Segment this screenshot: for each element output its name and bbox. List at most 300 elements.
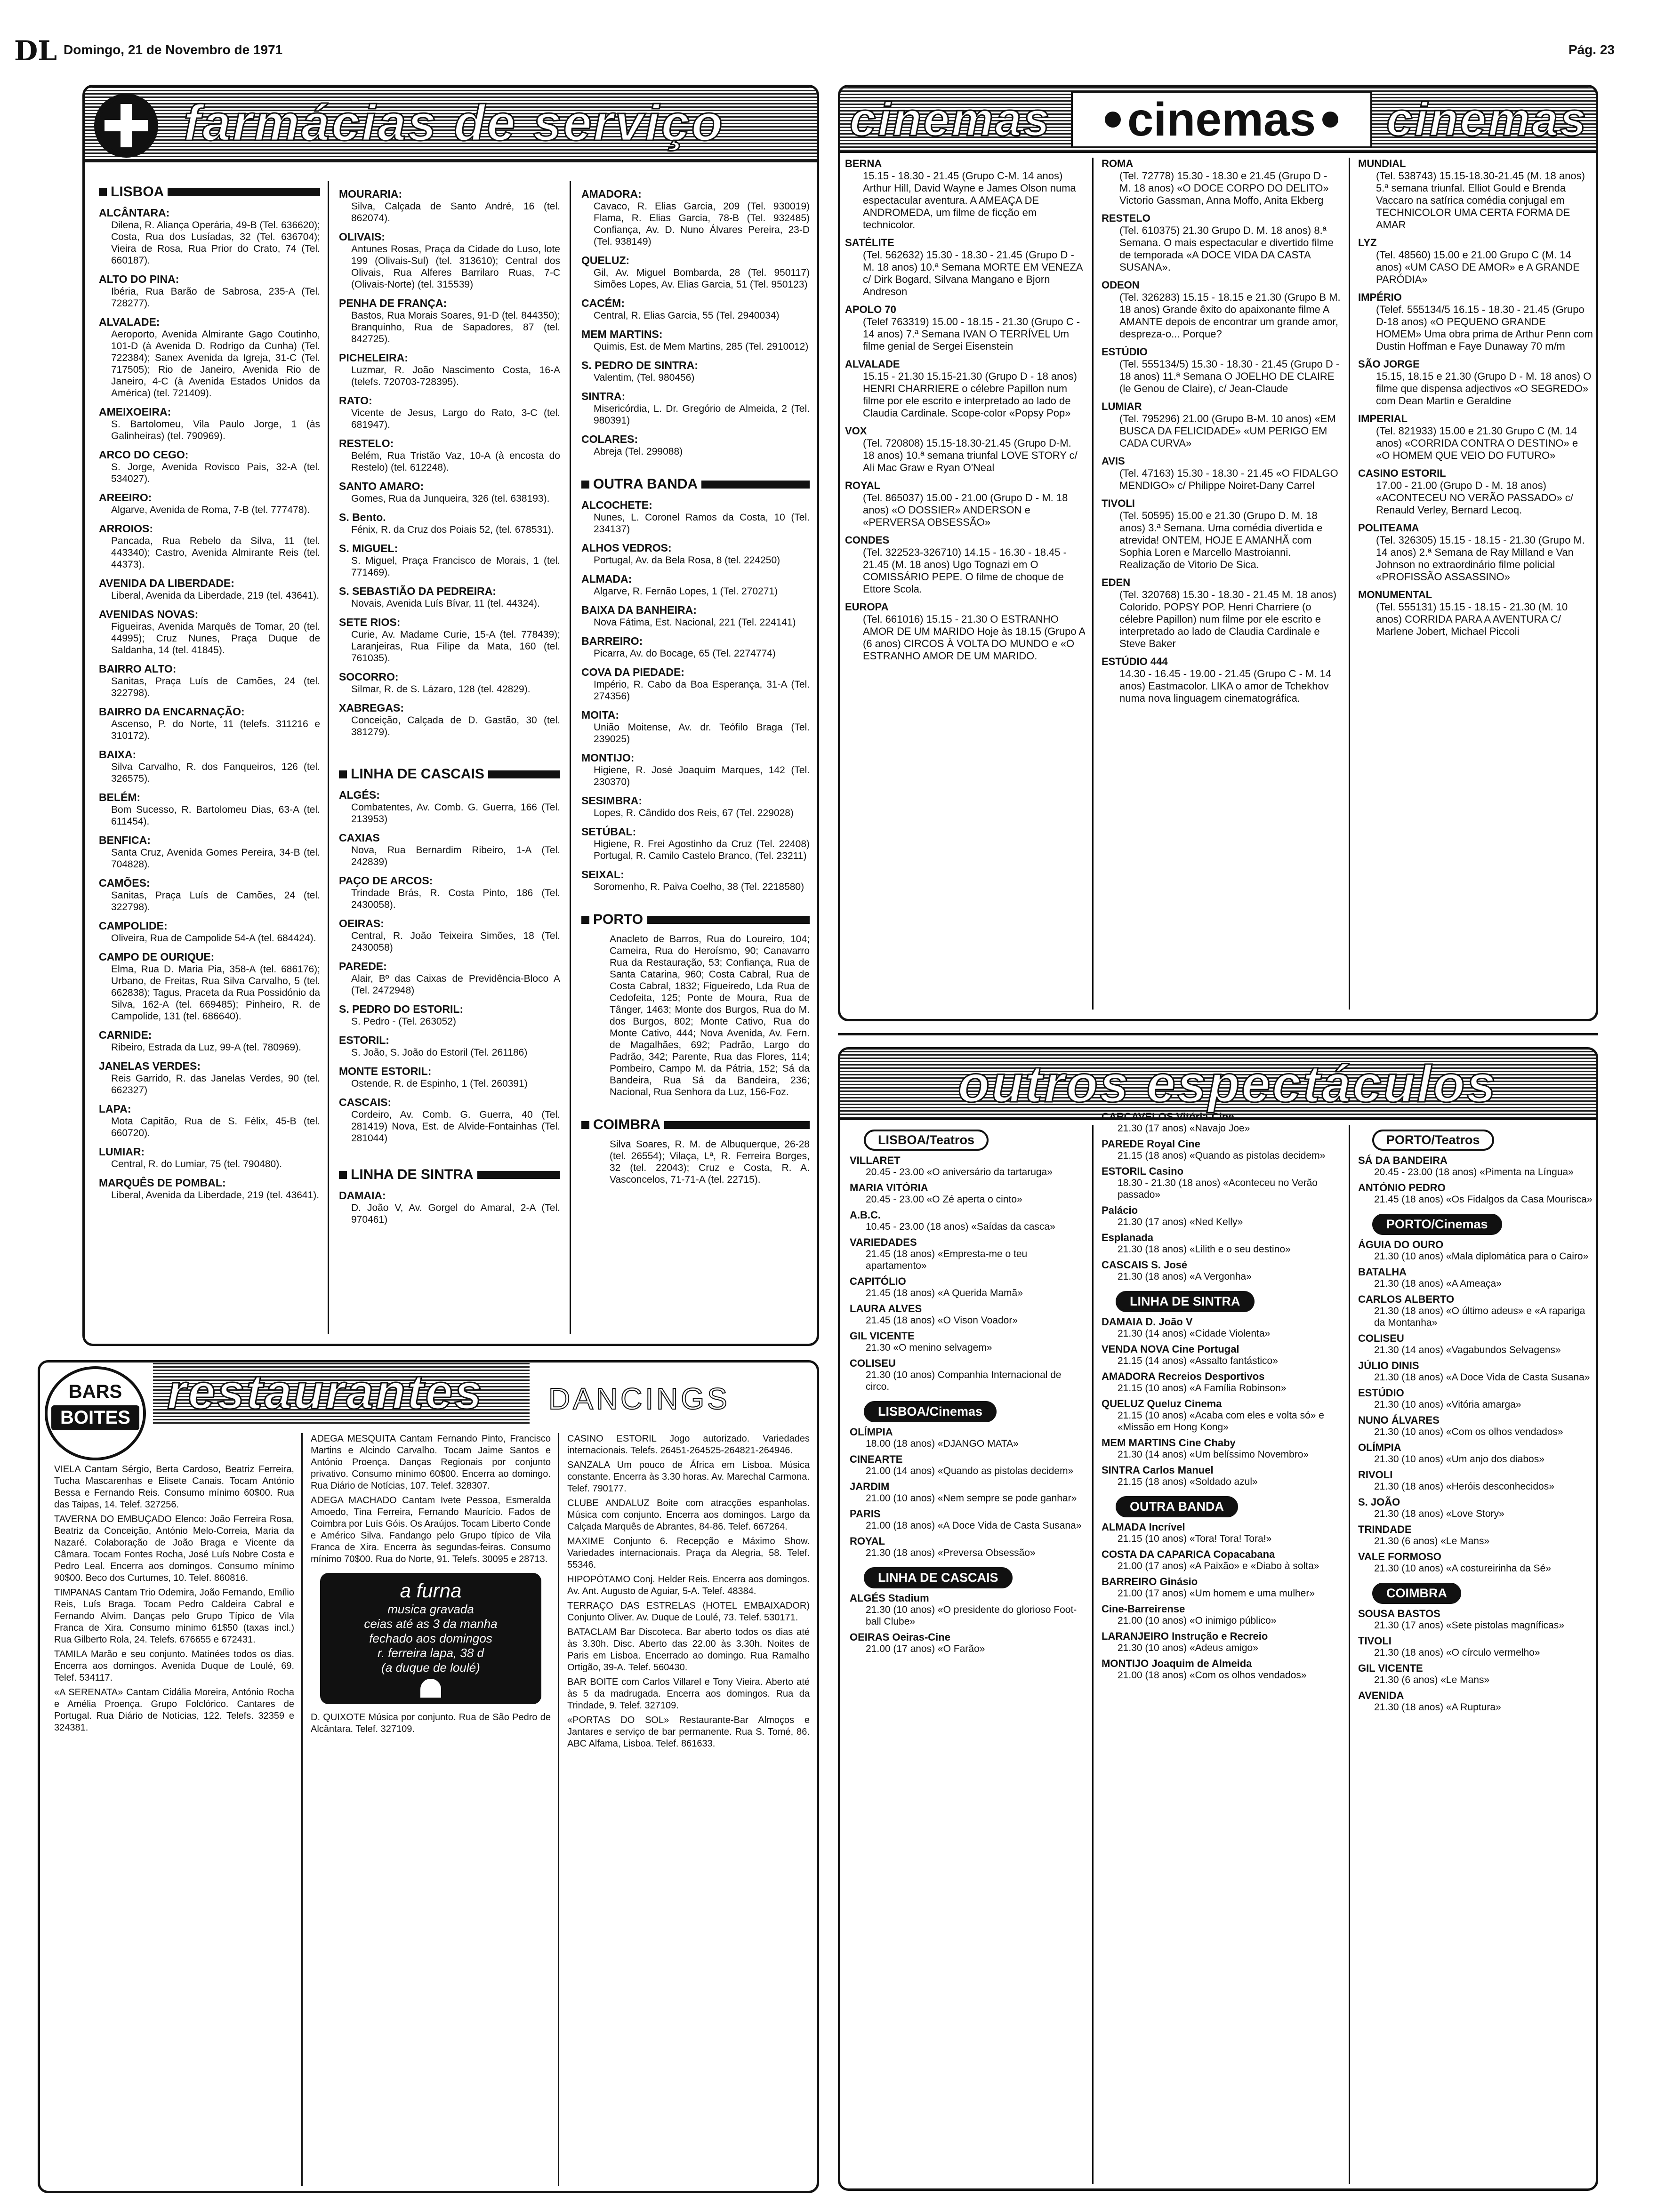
show-listing[interactable]	[1102, 1521, 1342, 1545]
restaurant-listing[interactable]: TAMILA Marão e seu conjunto. Matinées todos os dias. Encerra aos domingos. Avenida Duque de Loulé, 69. Telef. 534117.	[54, 1649, 294, 1683]
area-name: ALMADA:	[581, 573, 632, 585]
pharmacy-area	[339, 1065, 560, 1090]
show-listing[interactable]	[1358, 1182, 1593, 1205]
show-details: 21.30 (14 anos) «Vagabundos Selvagens»	[1374, 1345, 1561, 1355]
cinema-listing[interactable]	[1102, 401, 1342, 449]
show-listing[interactable]	[1102, 1370, 1342, 1394]
cinemas-title-left: cinemas	[850, 93, 1052, 146]
show-listing[interactable]	[850, 1303, 1085, 1326]
pharmacy-area	[99, 705, 320, 742]
venue-name: BATALHA	[1358, 1266, 1407, 1278]
venue-name: VARIEDADES	[850, 1236, 917, 1248]
show-listing[interactable]	[1358, 1360, 1593, 1383]
pharmacy-entry: Silva Carvalho, R. dos Fanqueiros, 126 (tel. 326575).	[111, 761, 320, 784]
area-name: ALTO DO PINA:	[99, 273, 179, 285]
furna-line: ceias até as 3 da manha	[364, 1617, 498, 1631]
pharmacy-area	[99, 406, 320, 442]
cinema-listing[interactable]	[845, 425, 1085, 474]
venue-name: LARANJEIRO Instrução e Recreio	[1102, 1630, 1268, 1642]
pharmacy-entry: Combatentes, Av. Comb. G. Guerra, 166 (Tel. 213953)	[351, 802, 560, 825]
restaurant-listing[interactable]: BAR BOITE com Carlos Villarel e Tony Vieira. Aberto até às 5 da madrugada. Encerra aos domingos. Rua da Trindade, 9. Telef. 327109.	[567, 1677, 810, 1711]
bullet-icon	[1322, 112, 1338, 128]
show-listing[interactable]	[1358, 1332, 1593, 1356]
show-listing[interactable]	[1358, 1266, 1593, 1290]
furna-line: r. ferreira lapa, 38 d	[378, 1646, 484, 1660]
show-details: 21.30 (10 anos) «Vitória amarga»	[1374, 1399, 1521, 1410]
show-listing[interactable]	[1358, 1293, 1593, 1329]
cinema-listing[interactable]	[845, 158, 1085, 231]
show-listing[interactable]	[850, 1330, 1085, 1354]
area-name: AMEIXOEIRA:	[99, 406, 171, 418]
restaurant-listing[interactable]: D. QUIXOTE Música por conjunto. Rua de São Pedro de Alcântara. Telef. 327109.	[311, 1712, 551, 1734]
pharmacy-area	[99, 522, 320, 570]
area-name: MOURARIA:	[339, 188, 402, 200]
restaurant-listing[interactable]: BATACLAM Bar Discoteca. Bar aberto todos os dias até às 3.30h. Disc. Aberto das 22.00 às 3.30h. Noites de Paris em Lisboa. Encerrado ao domingo. Rua Ramalho Ortigão, 39-A. Telef. 560430.	[567, 1627, 810, 1673]
cinema-listing[interactable]	[1102, 455, 1342, 492]
area-name: BELÉM:	[99, 791, 141, 803]
cinema-details: (Tel. 72778) 15.30 - 18.30 e 21.45 (Grupo D - M. 18 anos) «O DOCE CORPO DO DELITO» Victorio Gassman, Anna Moffo, Anita Ekberg	[1119, 170, 1329, 206]
section-pill: LISBOA/Cinemas	[864, 1401, 997, 1422]
pharmacy-area	[99, 207, 320, 266]
cinema-name: ROYAL	[845, 480, 880, 491]
restaurant-listing[interactable]: ADEGA MACHADO Cantam Ivete Pessoa, Esmeralda Amoedo, Tina Ferreira, Fernando Maurício. Fados de Coimbra por Luís Góis. Os Araújos. Tocam Liberto Conde e Américo Silva. Fandango pelo Grupo típico de Vila Franca de Xira. Encerra às segundas-feiras. Consumo mínimo 70$00. Rua do Norte, 91. Telefs. 30095 e 28713.	[311, 1495, 551, 1564]
pharmacy-entry: Cordeiro, Av. Comb. G. Guerra, 40 (Tel. 281419) Nova, Est. de Alvide-Fontainhas (Tel. 281044)	[351, 1109, 560, 1144]
venue-name: PAREDE Royal Cine	[1102, 1138, 1200, 1150]
cinema-name: CASINO ESTORIL	[1358, 467, 1446, 479]
pharmacies-panel	[82, 85, 819, 1346]
cinema-details: 14.30 - 16.45 - 19.00 - 21.45 (Grupo C - M. 14 anos) Eastmacolor. LIKA o amor de Tchekhov numa nova linguagem cinematográfica.	[1119, 668, 1332, 704]
pharmacy-entry: Sanitas, Praça Luís de Camões, 24 (tel. 322798).	[111, 676, 320, 698]
pharmacy-area	[339, 832, 560, 868]
pharmacy-entry: Dilena, R. Aliança Operária, 49-B (Tel. 636620); Costa, Rua dos Lusíadas, 32 (Tel. 636704); Vieira de Rosa, Rua Prior do Crato, 74 (Tel. 660187).	[111, 220, 320, 266]
venue-name: TRINDADE	[1358, 1523, 1412, 1535]
area-name: ESTORIL:	[339, 1034, 389, 1046]
furna-line: (a duque de loulé)	[381, 1660, 480, 1675]
cinemas-col-3	[1358, 158, 1593, 1014]
restaurant-listing[interactable]: CLUBE ANDALUZ Boite com atracções espanholas. Música com conjunto. Encerra aos domingos. Largo da Calçada Marquês de Abrantes, 84-86. Telef. 667264.	[567, 1498, 810, 1532]
show-details: 21.00 (17 anos) «A Paixão» e «Diabo à solta»	[1118, 1561, 1319, 1571]
cinema-listing[interactable]	[1102, 497, 1342, 571]
pharmacy-entry: Luzmar, R. João Nascimento Costa, 16-A (telefs. 720703-728395).	[351, 365, 560, 387]
area-name: ARROIOS:	[99, 522, 153, 535]
venue-name: CARLOS ALBERTO	[1358, 1293, 1455, 1305]
cinema-name: TIVOLI	[1102, 497, 1135, 509]
show-listing[interactable]	[850, 1182, 1085, 1205]
issue-date: Domingo, 21 de Novembro de 1971	[64, 42, 283, 57]
pharmacy-entry: Mota Capitão, Rua de S. Félix, 45-B (tel. 660720).	[111, 1116, 320, 1138]
pharmacy-entry: Higiene, R. José Joaquim Marques, 142 (Tel. 230370)	[594, 765, 810, 787]
venue-name: CAPITÓLIO	[850, 1275, 906, 1287]
pharmacy-entry: Aeroporto, Avenida Almirante Gago Coutinho, 101-D (à Avenida D. Rodrigo da Cunha) (Tel. 722384); Sanex Avenida da Igreja, 31-C (Tel. 717505); Rio de Janeiro, Avenida Rio de Janeiro, 4-C (à Avenida Estados Unidos da América) (tel. 721409).	[111, 329, 320, 399]
pharmacy-area	[99, 877, 320, 913]
cinema-listing[interactable]	[1102, 656, 1342, 705]
area-name: SINTRA:	[581, 390, 626, 402]
pharmacy-area	[581, 254, 810, 290]
cinema-details: 15.15 - 21.30 15.15-21.30 (Grupo D - 18 anos) HENRI CHARRIERE o célebre Papillon num filme por ele escrito e interpretado ao lado de Claudia Cardinale. Scope-color «Popsy Pop»	[863, 370, 1077, 419]
cinema-details: (Tel. 661016) 15.15 - 21.30 O ESTRANHO AMOR DE UM MARIDO Hoje às 18.15 (Grupo A (6 anos) CIRCOS À VOLTA DO MUNDO e «O ESTRANHO AMOR DE UM MARIDO.	[863, 613, 1085, 662]
pharmacy-entry: Central, R. Elias Garcia, 55 (Tel. 2940034)	[594, 310, 780, 321]
restaurant-listing[interactable]: «PORTAS DO SOL» Restaurante-Bar Almoços e Jantares e serviço de bar permanente. Rua S. Tomé, 86. ABC Alfama, Lisboa. Telef. 861633.	[567, 1715, 810, 1749]
section-pill: PORTO/Teatros	[1372, 1130, 1494, 1151]
show-listing[interactable]	[1358, 1551, 1593, 1574]
pharmacy-entry: Reis Garrido, R. das Janelas Verdes, 90 (tel. 662327)	[111, 1073, 320, 1096]
show-listing[interactable]	[1102, 1548, 1342, 1572]
venue-name: CASCAIS S. José	[1102, 1259, 1188, 1271]
pharmacy-area	[581, 635, 810, 659]
cinema-listing[interactable]	[1102, 279, 1342, 340]
cinema-listing[interactable]	[1358, 522, 1593, 583]
pharmacy-area	[339, 917, 560, 954]
venue-name: A.B.C.	[850, 1209, 881, 1221]
cinema-details: (Tel. 795296) 21.00 (Grupo B-M. 10 anos) «EM BUSCA DA FELICIDADE» «UM PERIGO EM CADA CURVA»	[1119, 413, 1336, 449]
show-details: 21.15 (14 anos) «Assalto fantástico»	[1118, 1355, 1278, 1366]
restaurant-listing[interactable]: MAXIME Conjunto 6. Recepção e Máximo Show. Variedades internacionais. Praça da Alegria, 58. Telef. 55346.	[567, 1536, 810, 1570]
restaurant-listing[interactable]: TAVERNA DO EMBUÇADO Elenco: João Ferreira Rosa, Beatriz da Conceição, António Melo-Correia, Maria da Nazaré. Colaboração de João Braga e Vicente da Câmara. Tocam Fontes Rocha, José Luís Nobre Costa e Pedro Leal. Encerra aos domingos. Consumo mínimo 90$00. Beco dos Curtumes, 10. Telef. 860816.	[54, 1514, 294, 1583]
cinema-name: RESTELO	[1102, 212, 1150, 224]
show-details: 21.00 (10 anos) «O inimigo público»	[1118, 1615, 1277, 1626]
cinema-listing[interactable]	[845, 601, 1085, 662]
cinema-details: 15.15, 18.15 e 21.30 (Grupo D - M. 18 anos) O filme que dispensa adjectivos «O SEGREDO» com Dean Martin e Geraldine	[1376, 370, 1592, 407]
venue-name: MONTIJO Joaquim de Almeida	[1102, 1658, 1252, 1669]
area-name: AMADORA:	[581, 188, 642, 200]
show-listing[interactable]	[850, 1275, 1085, 1299]
furna-line: fechado aos domingos	[369, 1631, 492, 1645]
furna-name: a furna	[400, 1579, 462, 1602]
show-details: 21.00 (18 anos) «Com os olhos vendados»	[1118, 1670, 1307, 1681]
cinema-name: ESTÚDIO 444	[1102, 656, 1168, 667]
outros-espetaculos-panel	[838, 1047, 1598, 2191]
pharmacy-entry: Cavaco, R. Elias Garcia, 209 (Tel. 930019) Flama, R. Elias Garcia, 78-B (Tel. 932485) Confiança, Av. D. Nuno Álvares Pereira, 23-D (Tel. 938149)	[594, 201, 810, 247]
pharmacy-area	[581, 499, 810, 535]
venue-name: BARREIRO Ginásio	[1102, 1576, 1198, 1587]
show-listing[interactable]	[850, 1631, 1085, 1655]
cinema-listing[interactable]	[1358, 358, 1593, 407]
show-listing[interactable]	[1102, 1343, 1342, 1367]
pharmacy-area	[581, 390, 810, 426]
pharmacy-entry: Gomes, Rua da Junqueira, 326 (tel. 638193).	[351, 493, 550, 504]
cinema-listing[interactable]	[1102, 346, 1342, 395]
venue-name: VALE FORMOSO	[1358, 1551, 1441, 1563]
show-details: 21.30 (14 anos) «Um belíssimo Novembro»	[1118, 1449, 1309, 1460]
show-listing[interactable]	[850, 1592, 1085, 1627]
cinema-listing[interactable]	[1102, 577, 1342, 650]
venue-name: SINTRA Carlos Manuel	[1102, 1464, 1214, 1476]
area-name: AVENIDA DA LIBERDADE:	[99, 577, 234, 589]
restaurant-listing[interactable]: ADEGA MESQUITA Cantam Fernando Pinto, Francisco Martins e Alcindo Carvalho. Tocam Jaime Santos e António Proença. Danças Regionais por conjunto privativo. Consumo mínimo 60$00. Encerra ao domingo. Rua Diário de Notícias, 107. Telef. 328307.	[311, 1434, 551, 1491]
show-listing[interactable]	[1102, 1204, 1342, 1228]
area-name: COVA DA PIEDADE:	[581, 666, 684, 678]
red-cross-icon	[94, 94, 158, 158]
show-details: 21.30 (17 anos) «Ned Kelly»	[1118, 1217, 1243, 1227]
show-listing[interactable]	[1358, 1154, 1593, 1178]
cinema-name: EDEN	[1102, 577, 1131, 588]
show-listing[interactable]	[1102, 1603, 1342, 1627]
door-icon	[420, 1679, 441, 1698]
show-listing[interactable]	[1102, 1138, 1342, 1162]
cinema-details: (Tel. 47163) 15.30 - 18.30 - 21.45 «O FIDALGO MENDIGO» c/ Philippe Noiret-Dany Carrel	[1119, 467, 1338, 491]
pharmacy-entry: Alair, Bº das Caixas de Previdência-Bloco A (Tel. 2472948)	[351, 973, 560, 996]
cinema-details: 15.15 - 18.30 - 21.45 (Grupo C-M. 14 anos) Arthur Hill, David Wayne e James Olson numa espectacular aventura. A AMEAÇA DE ANDROMEDA, um filme de ficção em technicolor.	[863, 170, 1076, 231]
pharmacy-entry: Nunes, L. Coronel Ramos da Costa, 10 (Tel. 234137)	[594, 512, 810, 535]
cinema-details: (Tel. 555134/5) 15.30 - 18.30 - 21.45 (Grupo D - 18 anos) 11.ª Semana O JOELHO DE CLAIRE (le Genou de Claire), c/ Jean-Claude	[1119, 358, 1340, 394]
pharmacy-entry: Ribeiro, Estrada da Luz, 99-A (tel. 780969).	[111, 1042, 301, 1053]
cinema-details: (Tel. 322523-326710) 14.15 - 16.30 - 18.45 - 21.45 (M. 18 anos) Ugo Tognazi em O COMISSÁRIO PEPE. O filme de choque de Ettore Scola.	[863, 546, 1067, 595]
pharmacy-area	[339, 585, 560, 609]
venue-name: ALGÉS Stadium	[850, 1592, 929, 1604]
area-name: SETÚBAL:	[581, 825, 636, 838]
show-listing[interactable]	[850, 1535, 1085, 1559]
show-details: 21.30 (17 anos) «Sete pistolas magníficas»	[1374, 1620, 1564, 1631]
area-name: CAMÕES:	[99, 877, 150, 889]
show-listing[interactable]	[1102, 1658, 1342, 1681]
outros-title: outros espectáculos	[958, 1055, 1497, 1113]
outros-col-2	[1102, 1111, 1342, 2188]
show-listing[interactable]	[1358, 1690, 1593, 1713]
area-name: ARCO DO CEGO:	[99, 449, 189, 461]
show-listing[interactable]	[850, 1481, 1085, 1504]
area-name: PAÇO DE ARCOS:	[339, 874, 433, 887]
section-heading-cascais: LINHA DE CASCAIS	[339, 766, 560, 782]
show-listing[interactable]	[1358, 1387, 1593, 1411]
bars-label: BARS	[68, 1381, 122, 1402]
show-listing[interactable]	[1358, 1414, 1593, 1438]
show-details: 21.30 (6 anos) «Le Mans»	[1374, 1536, 1490, 1547]
area-name: SOCORRO:	[339, 671, 399, 683]
show-listing[interactable]	[1358, 1523, 1593, 1547]
cinema-listing[interactable]	[1358, 158, 1593, 231]
cinema-name: BERNA	[845, 158, 882, 169]
show-listing[interactable]	[1102, 1630, 1342, 1654]
show-listing[interactable]	[1102, 1576, 1342, 1599]
show-listing[interactable]	[1358, 1442, 1593, 1465]
pharmacy-area	[99, 1060, 320, 1096]
venue-name: S. JOÃO	[1358, 1496, 1400, 1508]
pharmacy-area	[581, 604, 810, 628]
area-name: BAIRRO ALTO:	[99, 663, 177, 675]
show-listing[interactable]	[1358, 1662, 1593, 1686]
cinema-name: SATÉLITE	[845, 237, 894, 248]
show-listing[interactable]	[1102, 1259, 1342, 1282]
show-listing[interactable]	[850, 1508, 1085, 1531]
show-listing[interactable]	[850, 1357, 1085, 1393]
pharmacy-area	[339, 542, 560, 578]
pharmacy-entry: Império, R. Cabo da Boa Esperança, 31-A (Tel. 274356)	[594, 679, 810, 702]
cinemas-title-center: cinemas	[1127, 93, 1316, 146]
pharmacy-entry: S. Jorge, Avenida Rovisco Pais, 32-A (tel. 534027).	[111, 462, 320, 484]
pharmacy-area	[99, 663, 320, 699]
venue-name: AMADORA Recreios Desportivos	[1102, 1370, 1265, 1382]
venue-name: LAURA ALVES	[850, 1303, 922, 1314]
pharmacy-entry: Figueiras, Avenida Marquês de Tomar, 20 (tel. 44995); Cruz Nunes, Praça Duque de Saldanha, 14 (tel. 41845).	[111, 621, 320, 656]
show-listing[interactable]	[850, 1154, 1085, 1178]
pharmacy-area	[99, 608, 320, 656]
show-listing[interactable]	[1358, 1608, 1593, 1631]
a-furna-ad[interactable]	[320, 1573, 541, 1704]
venue-name: COLISEU	[1358, 1332, 1404, 1344]
show-details: 18.00 (18 anos) «DJANGO MATA»	[866, 1438, 1019, 1449]
area-name: MARQUÊS DE POMBAL:	[99, 1177, 226, 1189]
cinema-listing[interactable]	[1102, 158, 1342, 207]
restaurant-listing[interactable]: HIPOPÓTAMO Conj. Helder Reis. Encerra aos domingos. Av. Ant. Augusto de Aguiar, 5-A. Telef. 48384.	[567, 1574, 810, 1596]
cinema-name: MUNDIAL	[1358, 158, 1406, 169]
pharmacy-area	[99, 834, 320, 870]
restaurant-listing[interactable]: SANZALA Um pouco de África em Lisboa. Música constante. Encerra às 3.30 horas. Av. Marechal Carmona. Telef. 790177.	[567, 1460, 810, 1494]
venue-name: QUELUZ Queluz Cinema	[1102, 1398, 1222, 1410]
show-listing[interactable]	[850, 1236, 1085, 1272]
restaurant-listing[interactable]: CASINO ESTORIL Jogo autorizado. Variedades internacionais. Telefs. 26451-264525-264821-264946.	[567, 1434, 810, 1456]
cinema-details: (Tel. 720808) 15.15-18.30-21.45 (Grupo D-M. 18 anos) 10.ª semana triunfal LOVE STORY c/ Ali Mac Graw e Ryan O'Neal	[863, 437, 1078, 473]
cinema-details: (Tel. 610375) 21.30 Grupo D. M. 18 anos) 8.ª Semana. O mais espectacular e divertido filme de temporada «A DOCE VIDA DA CASTA SUSANA».	[1119, 224, 1334, 273]
restaurant-listing[interactable]: TIMPANAS Cantam Trio Odemira, João Fernando, Emílio Reis, Luís Braga. Tocam Pedro Caldeira Cabral e Fernando Alvim. Danças pelo Grupo Típico de Vila Franca de Xira. Consumo mínimo 61$50 (taxas incl.) Rua Gilberto Rola, 24. Telefs. 676655 e 672431.	[54, 1587, 294, 1645]
show-listing[interactable]	[1102, 1464, 1342, 1488]
show-details: 21.30 (18 anos) «Heróis desconhecidos»	[1374, 1481, 1554, 1492]
pharmacy-area	[99, 748, 320, 785]
section-pill: LINHA DE CASCAIS	[864, 1567, 1013, 1588]
cinema-listing[interactable]	[1358, 291, 1593, 353]
pharmacies-banner	[85, 87, 817, 162]
cinema-details: (Tel. 865037) 15.00 - 21.00 (Grupo D - M. 18 anos) «O DOSSIER» ANDERSON e «PERVERSA OBSESSÃO»	[863, 492, 1068, 528]
venue-name: ALMADA Incrível	[1102, 1521, 1185, 1533]
venue-name: MARIA VITÓRIA	[850, 1182, 928, 1194]
pharmacy-area	[339, 874, 560, 911]
pharmacy-entry: Nova Fátima, Est. Nacional, 221 (Tel. 224141)	[594, 617, 796, 628]
cinema-listing[interactable]	[1358, 413, 1593, 462]
area-name: S. PEDRO DE SINTRA:	[581, 359, 698, 371]
pharmacy-entry: Belém, Rua Tristão Vaz, 10-A (à encosta do Restelo) (tel. 612248).	[351, 450, 560, 473]
show-listing[interactable]	[850, 1209, 1085, 1233]
coimbra-pharmacies-text: Silva Soares, R. M. de Albuquerque, 26-28 (tel. 26554); Vilaça, Lª, R. Ferreira Borges, 32 (tel. 22043); Cruz e Costa, R. A. Vasconcelos, 71-71-A (tel. 22715).	[610, 1139, 810, 1185]
cinema-name: IMPERIAL	[1358, 413, 1408, 425]
cinemas-col-2	[1102, 158, 1342, 1014]
pharmacy-entry: Lopes, R. Cândido dos Reis, 67 (Tel. 229028)	[594, 808, 794, 818]
bars-boites-badge	[45, 1366, 146, 1460]
cinema-details: (Telef 763319) 15.00 - 18.15 - 21.30 (Grupo C - 14 anos) 7.ª Semana IVAN O TERRÍVEL Um filme genial de Sergei Eisenstein	[863, 316, 1080, 352]
venue-name: SÁ DA BANDEIRA	[1358, 1154, 1448, 1166]
area-name: MONTIJO:	[581, 752, 635, 764]
cinemas-title-center-box	[1071, 91, 1372, 148]
venue-name: MEM MARTINS Cine Chaby	[1102, 1437, 1236, 1449]
cinema-name: ROMA	[1102, 158, 1134, 169]
pharmacies-col-2	[339, 181, 560, 1344]
pharmacy-entry: Ostende, R. de Espinho, 1 (Tel. 260391)	[351, 1078, 528, 1089]
bullet-icon	[1105, 112, 1121, 128]
pharmacy-entry: Higiene, R. Frei Agostinho da Cruz (Tel. 22408) Portugal, R. Camilo Castelo Branco, (Tel. 23211)	[594, 839, 810, 861]
show-listing[interactable]	[1102, 1437, 1342, 1460]
venue-name: ESTORIL Casino	[1102, 1165, 1184, 1177]
venue-name: Palácio	[1102, 1204, 1138, 1216]
cinema-details: (Tel. 48560) 15.00 e 21.00 Grupo C (M. 14 anos) «UM CASO DE AMOR» e A GRANDE PARÓDIA»	[1376, 249, 1580, 285]
show-listing[interactable]	[1102, 1316, 1342, 1339]
outros-col-1	[850, 1125, 1085, 2188]
area-name: ALGÉS:	[339, 789, 380, 801]
show-details: 20.45 - 23.00 (18 anos) «Pimenta na Língua»	[1374, 1167, 1574, 1178]
section-pill: LINHA DE SINTRA	[1116, 1291, 1255, 1312]
area-name: CAMPOLIDE:	[99, 920, 168, 932]
section-pill: OUTRA BANDA	[1116, 1496, 1238, 1517]
show-details: 18.30 - 21.30 (18 anos) «Aconteceu no Verão passado»	[1118, 1178, 1318, 1200]
area-name: CARNIDE:	[99, 1029, 152, 1041]
section-heading-lisboa: LISBOA	[99, 184, 320, 200]
area-name: BARREIRO:	[581, 635, 643, 647]
dancings-label: DANCINGS	[548, 1382, 730, 1416]
pharmacy-area	[339, 702, 560, 738]
area-name: LAPA:	[99, 1103, 131, 1115]
venue-name: COLISEU	[850, 1357, 896, 1369]
restaurant-listing[interactable]: «A SERENATA» Cantam Cidália Moreira, António Rocha e Amélia Proença. Grupo Folclórico. Cantares de Portugal. Rua Diário de Notícias, 122. Telefs. 32359 e 324381.	[54, 1687, 294, 1733]
area-name: BAIRRO DA ENCARNAÇÃO:	[99, 705, 245, 718]
show-listing[interactable]	[1102, 1111, 1342, 1134]
pharmacy-area	[99, 951, 320, 1022]
venue-name: OLÍMPIA	[1358, 1442, 1401, 1453]
venue-name: NUNO ÁLVARES	[1358, 1414, 1440, 1426]
show-details: 21.30 (6 anos) «Le Mans»	[1374, 1675, 1490, 1685]
show-details: 21.15 (10 anos) «Acaba com eles e volta só» e «Missão em Hong Kong»	[1118, 1410, 1324, 1433]
cinema-name: EUROPA	[845, 601, 889, 613]
cinema-listing[interactable]	[1358, 467, 1593, 516]
pharmacy-entry: Algarve, Avenida de Roma, 7-B (tel. 777478).	[111, 505, 310, 515]
show-details: 21.45 (18 anos) «A Querida Mamã»	[866, 1288, 1023, 1298]
area-name: LUMIAR:	[99, 1146, 145, 1158]
venue-name: ANTÓNIO PEDRO	[1358, 1182, 1446, 1194]
pharmacy-area	[581, 433, 810, 457]
pharmacy-entry: Picarra, Av. do Bocage, 65 (Tel. 2274774)	[594, 648, 776, 659]
cinema-details: (Tel. 50595) 15.00 e 21.30 (Grupo D. M. 18 anos) 3.ª Semana. Uma comédia divertida e atrevida! ONTEM, HOJE E AMANHÃ com Sophia Loren e Marcello Mastroianni. Realização de Vitorio De Sica.	[1119, 510, 1323, 570]
area-name: S. PEDRO DO ESTORIL:	[339, 1003, 464, 1015]
show-details: 21.30 (18 anos) «Preversa Obsessão»	[866, 1547, 1036, 1558]
pharmacy-entry: Pancada, Rua Rebelo da Silva, 11 (tel. 443340); Castro, Avenida Almirante Reis (tel. 44373).	[111, 536, 320, 570]
show-listing[interactable]	[1102, 1232, 1342, 1255]
pharmacy-entry: Portugal, Av. da Bela Rosa, 8 (tel. 224250)	[594, 555, 780, 566]
show-details: 21.30 (10 anos) «Adeus amigo»	[1118, 1643, 1258, 1653]
cinema-listing[interactable]	[845, 304, 1085, 353]
section-heading-porto: PORTO	[581, 912, 810, 928]
pharmacy-entry: Antunes Rosas, Praça da Cidade do Luso, lote 199 (Olivais-Sul) (tel. 313610); Central dos Olivais, Rua Alferes Barrilaro Ruas, 7-C (Olivais-Norte) (tel. 315539)	[351, 244, 560, 290]
show-details: 21.30 (10 anos) Companhia Internacional de circo.	[866, 1370, 1062, 1392]
show-listing[interactable]	[1102, 1165, 1342, 1201]
restaurant-listing[interactable]: VIELA Cantam Sérgio, Berta Cardoso, Beatriz Ferreira, Tucha Mascarenhas e Elisete Canais. Tocam António Bessa e Fernando Reis. Consumo mínimo 60$00. Rua das Taipas, 14. Telef. 327256.	[54, 1464, 294, 1510]
cinema-listing[interactable]	[845, 480, 1085, 529]
cinema-listing[interactable]	[845, 358, 1085, 419]
show-details: 21.30 (18 anos) «A Vergonha»	[1118, 1271, 1252, 1282]
pharmacy-area	[339, 1189, 560, 1226]
cinema-name: POLITEAMA	[1358, 522, 1419, 534]
show-listing[interactable]	[1102, 1398, 1342, 1433]
pharmacy-area	[581, 188, 810, 248]
pharmacy-entry: Silva, Calçada de Santo André, 16 (tel. 862074).	[351, 201, 560, 224]
cinema-listing[interactable]	[845, 534, 1085, 595]
show-listing[interactable]	[1358, 1239, 1593, 1262]
show-listing[interactable]	[850, 1453, 1085, 1477]
cinema-listing[interactable]	[845, 237, 1085, 298]
show-details: 20.45 - 23.00 «O Zé aperta o cinto»	[866, 1194, 1022, 1205]
show-listing[interactable]	[850, 1426, 1085, 1450]
cinema-listing[interactable]	[1102, 212, 1342, 273]
restaurant-listing[interactable]: TERRAÇO DAS ESTRELAS (HOTEL EMBAIXADOR) Conjunto Oliver. Av. Duque de Loulé, 73. Telef. 530171.	[567, 1601, 810, 1623]
venue-name: SOUSA BASTOS	[1358, 1608, 1440, 1619]
show-listing[interactable]	[1358, 1635, 1593, 1659]
pharmacy-area	[581, 868, 810, 893]
area-name: S. Bento.	[339, 511, 386, 523]
show-details: 21.15 (10 anos) «Tora! Tora! Tora!»	[1118, 1533, 1272, 1544]
cinema-listing[interactable]	[1358, 237, 1593, 286]
show-listing[interactable]	[1358, 1469, 1593, 1492]
show-details: 21.15 (18 anos) «Quando as pistolas decidem»	[1118, 1150, 1326, 1161]
show-listing[interactable]	[1358, 1496, 1593, 1520]
pharmacy-area	[581, 297, 810, 321]
show-details: 21.30 (18 anos) «A Doce Vida de Casta Susana»	[1374, 1372, 1590, 1383]
cinema-listing[interactable]	[1358, 589, 1593, 638]
restaurants-banner	[153, 1362, 817, 1424]
